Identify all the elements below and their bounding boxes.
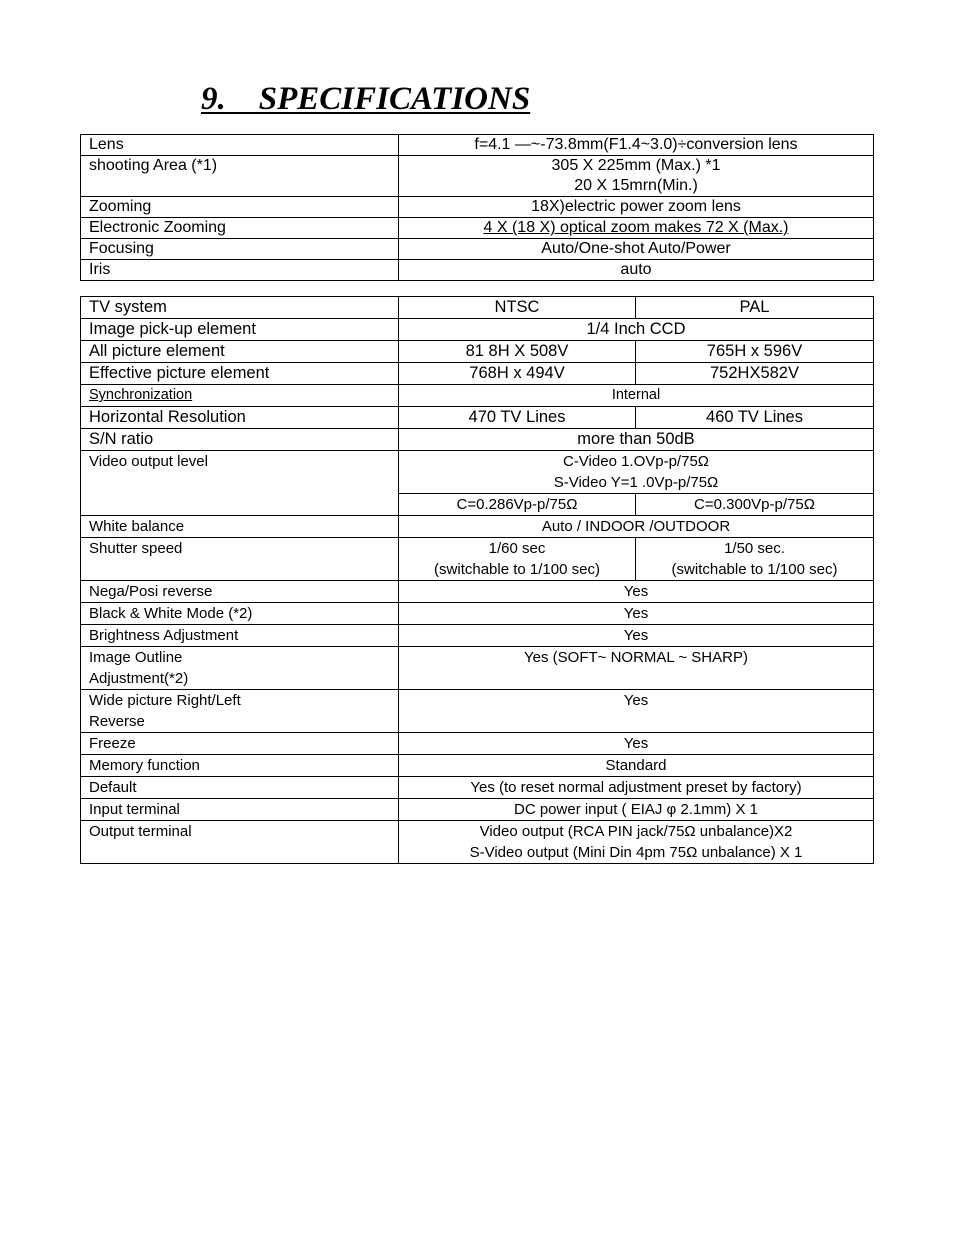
table-row xyxy=(81,821,874,864)
spec-label: Effective picture element xyxy=(81,363,399,385)
spec-value xyxy=(399,821,874,864)
spec-label-line: Wide picture Right/Left xyxy=(89,692,241,709)
spec-value: 1/4 Inch CCD xyxy=(399,319,874,341)
spec-value-line: S-Video Y=1 .0Vp-p/75Ω xyxy=(553,474,719,491)
spec-label: Input terminal xyxy=(81,799,399,821)
spec-value: Yes xyxy=(399,733,874,755)
tv-spec-table xyxy=(80,296,874,864)
spec-label xyxy=(81,647,399,690)
table-row xyxy=(81,407,874,429)
spec-value-line: S-Video output (Mini Din 4pm 75Ω unbalance) X 1 xyxy=(469,844,803,861)
ntsc-value: C=0.286Vp-p/75Ω xyxy=(399,494,636,516)
spec-value-line: 305 X 225mm (Max.) *1 xyxy=(551,157,721,174)
optics-spec-table xyxy=(80,134,874,281)
spec-label: Brightness Adjustment xyxy=(81,625,399,647)
pal-value: C=0.300Vp-p/75Ω xyxy=(636,494,874,516)
ntsc-value: 768H x 494V xyxy=(399,363,636,385)
spec-value: 4 X (18 X) optical zoom makes 72 X (Max.) xyxy=(399,218,874,239)
spec-label: Electronic Zooming xyxy=(81,218,399,239)
spec-value-line: 20 X 15mrn(Min.) xyxy=(574,177,698,194)
spec-label xyxy=(81,690,399,733)
spec-label: shooting Area (*1) xyxy=(81,156,399,197)
spec-label: All picture element xyxy=(81,341,399,363)
pal-value: 765H x 596V xyxy=(636,341,874,363)
spec-value: Auto/One-shot Auto/Power xyxy=(399,239,874,260)
spec-label: Output terminal xyxy=(81,821,399,864)
table-row xyxy=(81,603,874,625)
spec-value: DC power input ( EIAJ φ 2.1mm) X 1 xyxy=(399,799,874,821)
spec-value: f=4.1 —~-73.8mm(F1.4~3.0)÷conversion lens xyxy=(399,135,874,156)
table-row xyxy=(81,755,874,777)
table-header-row xyxy=(81,297,874,319)
table-row xyxy=(81,799,874,821)
spec-label: Horizontal Resolution xyxy=(81,407,399,429)
ntsc-value: 470 TV Lines xyxy=(399,407,636,429)
spec-label: Freeze xyxy=(81,733,399,755)
spec-label: Zooming xyxy=(81,197,399,218)
spec-value: Yes (to reset normal adjustment preset by factory) xyxy=(399,777,874,799)
page-title: 9. SPECIFICATIONS xyxy=(201,81,531,117)
spec-label-line: Reverse xyxy=(89,713,145,730)
table-row xyxy=(81,260,874,281)
table-row xyxy=(81,239,874,260)
spec-value: Auto / INDOOR /OUTDOOR xyxy=(399,516,874,538)
spec-value: Standard xyxy=(399,755,874,777)
table-row xyxy=(81,385,874,407)
spec-label: White balance xyxy=(81,516,399,538)
spec-label: Default xyxy=(81,777,399,799)
spec-value: Yes xyxy=(399,603,874,625)
table-row xyxy=(81,516,874,538)
table-row xyxy=(81,341,874,363)
spec-label: Image pick-up element xyxy=(81,319,399,341)
spec-value: Yes (SOFT~ NORMAL ~ SHARP) xyxy=(399,647,874,690)
spec-value-line: (switchable to 1/100 sec) xyxy=(434,561,600,578)
ntsc-header: NTSC xyxy=(399,297,636,319)
table-row xyxy=(81,733,874,755)
spec-value: more than 50dB xyxy=(399,429,874,451)
spec-value xyxy=(399,156,874,197)
spec-label: S/N ratio xyxy=(81,429,399,451)
spec-label: Black & White Mode (*2) xyxy=(81,603,399,625)
table-row xyxy=(81,218,874,239)
table-row xyxy=(81,777,874,799)
spec-value: Yes xyxy=(399,581,874,603)
spec-label-line: Image Outline xyxy=(89,649,183,666)
spec-label: Iris xyxy=(81,260,399,281)
spec-value-line: Video output (RCA PIN jack/75Ω unbalance)X2 xyxy=(479,823,793,840)
spec-value-line: (switchable to 1/100 sec) xyxy=(671,561,838,578)
spec-label: Nega/Posi reverse xyxy=(81,581,399,603)
table-row xyxy=(81,429,874,451)
pal-value: 460 TV Lines xyxy=(636,407,874,429)
spec-label: Focusing xyxy=(81,239,399,260)
table-row xyxy=(81,690,874,733)
pal-value: 752HX582V xyxy=(636,363,874,385)
pal-header: PAL xyxy=(636,297,874,319)
table-row xyxy=(81,581,874,603)
ntsc-value: 81 8H X 508V xyxy=(399,341,636,363)
spec-value-line: 1/50 sec. xyxy=(724,540,785,557)
spec-label: Video output level xyxy=(81,451,399,516)
spec-value: 18X)electric power zoom lens xyxy=(399,197,874,218)
spec-value: Yes xyxy=(399,690,874,733)
table-row xyxy=(81,156,874,197)
spec-value: Internal xyxy=(399,385,874,407)
table-row xyxy=(81,363,874,385)
spec-label: Shutter speed xyxy=(81,538,399,581)
spec-value xyxy=(399,451,874,494)
spec-value: auto xyxy=(399,260,874,281)
table-row xyxy=(81,538,874,581)
spec-label: TV system xyxy=(81,297,399,319)
table-row xyxy=(81,319,874,341)
spec-label-line: Adjustment(*2) xyxy=(89,670,189,687)
table-row xyxy=(81,135,874,156)
spec-label: Synchronization xyxy=(81,385,399,407)
ntsc-value xyxy=(399,538,636,581)
spec-label: Lens xyxy=(81,135,399,156)
spec-label: Memory function xyxy=(81,755,399,777)
spec-value-line: C-Video 1.OVp-p/75Ω xyxy=(562,453,709,470)
table-row xyxy=(81,625,874,647)
table-row xyxy=(81,451,874,494)
spec-value-line: 1/60 sec xyxy=(488,540,546,557)
pal-value xyxy=(636,538,874,581)
spec-value: Yes xyxy=(399,625,874,647)
table-row xyxy=(81,647,874,690)
table-row xyxy=(81,197,874,218)
